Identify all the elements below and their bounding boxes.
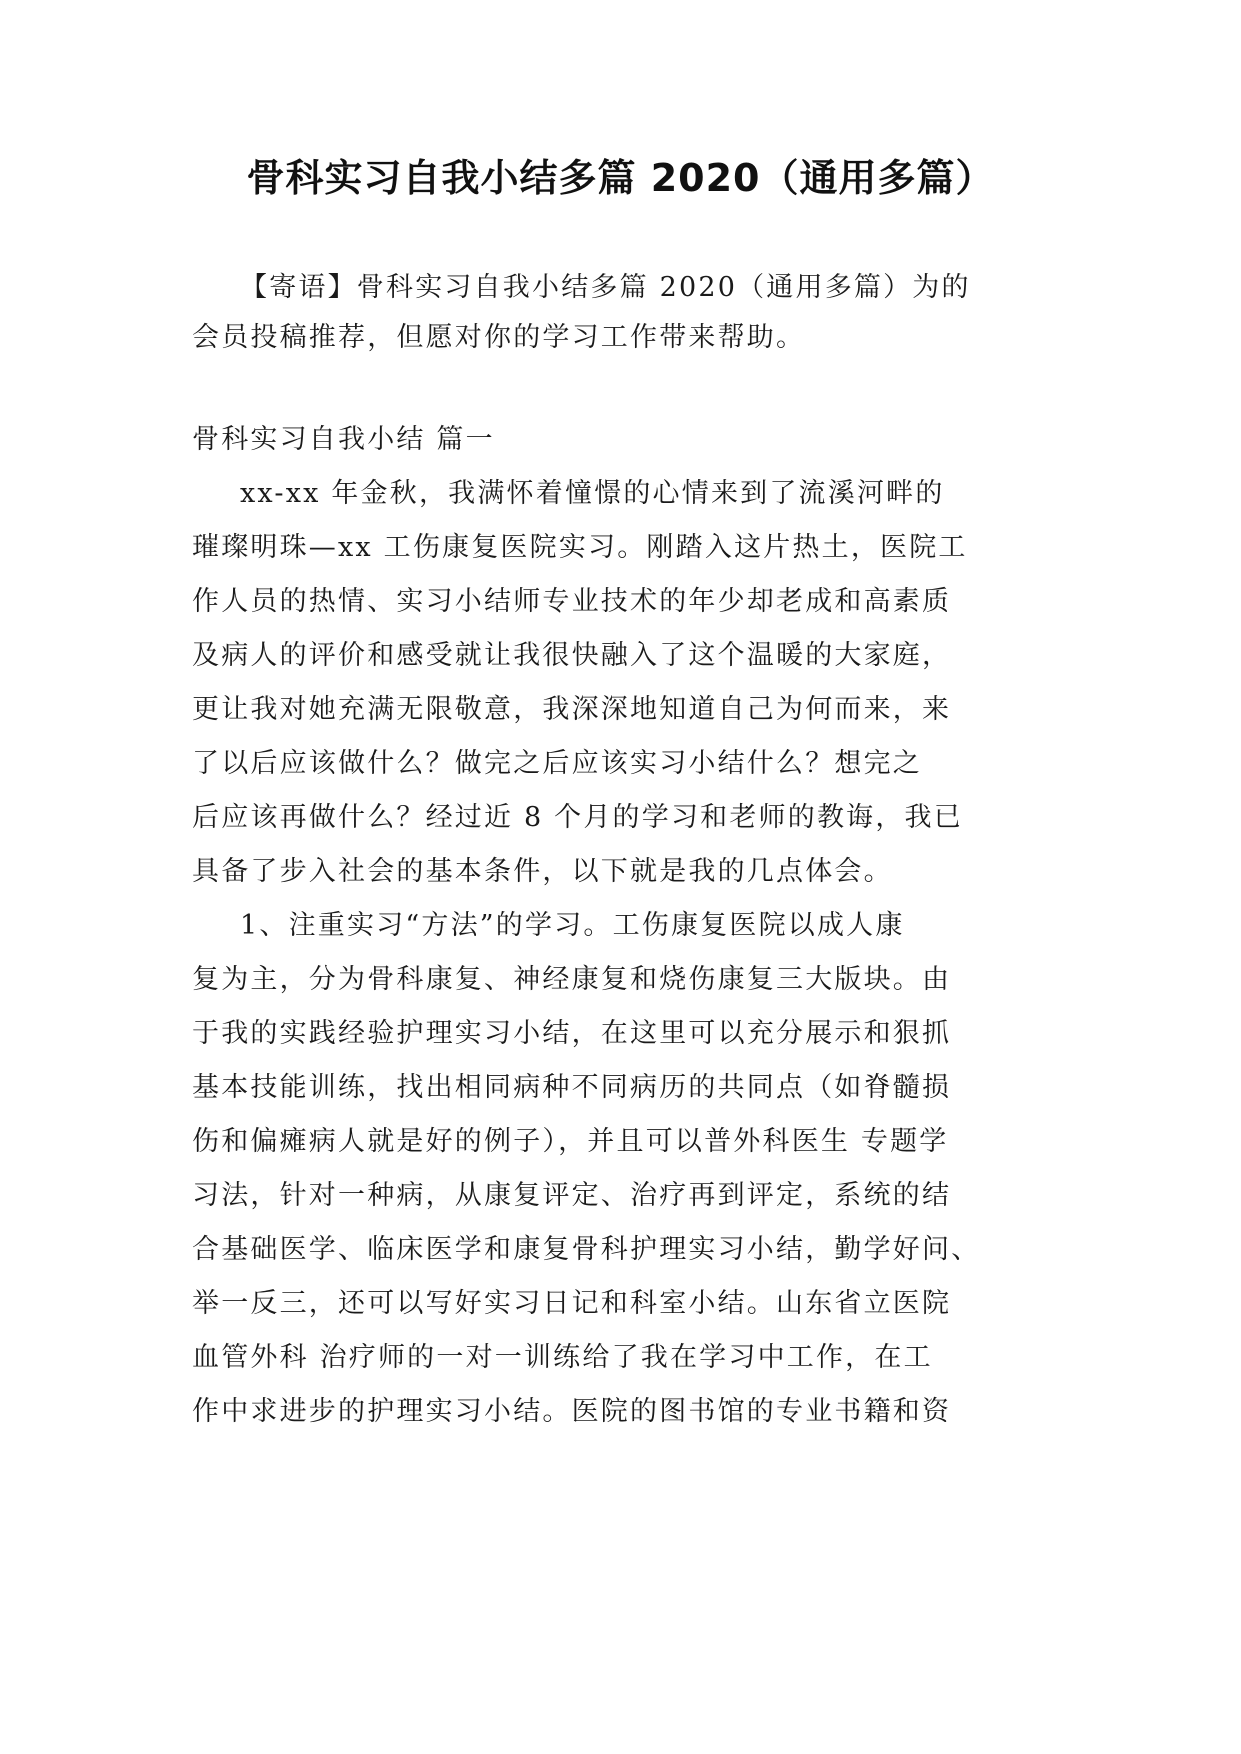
body-line-4: 及病人的评价和感受就让我很快融入了这个温暖的大家庭， [192, 640, 952, 671]
body-line-12: 基本技能训练，找出相同病种不同病历的共同点（如脊髓损 [192, 1072, 952, 1103]
body-line-16: 举一反三，还可以写好实习日记和科室小结。山东省立医院 [192, 1288, 952, 1319]
body-line-6: 了以后应该做什么？做完之后应该实习小结什么？想完之 [192, 748, 922, 779]
body-line-9: 1、注重实习“方法”的学习。工伤康复医院以成人康 [240, 910, 905, 941]
document-title: 骨科实习自我小结多篇 2020（通用多篇） [246, 156, 995, 200]
body-line-10: 复为主，分为骨科康复、神经康复和烧伤康复三大版块。由 [192, 964, 952, 995]
body-line-5: 更让我对她充满无限敬意，我深深地知道自己为何而来，来 [192, 694, 952, 725]
body-line-18: 作中求进步的护理实习小结。医院的图书馆的专业书籍和资 [192, 1396, 952, 1427]
body-line-11: 于我的实践经验护理实习小结，在这里可以充分展示和狠抓 [192, 1018, 952, 1049]
intro-line-2: 会员投稿推荐，但愿对你的学习工作带来帮助。 [192, 322, 806, 353]
body-line-3: 作人员的热情、实习小结师专业技术的年少却老成和高素质 [192, 586, 952, 617]
body-line-1: xx-xx 年金秋，我满怀着憧憬的心情来到了流溪河畔的 [240, 478, 945, 509]
body-line-8: 具备了步入社会的基本条件，以下就是我的几点体会。 [192, 856, 893, 887]
section-heading: 骨科实习自我小结 篇一 [192, 424, 495, 455]
body-line-14: 习法，针对一种病，从康复评定、治疗再到评定，系统的结 [192, 1180, 952, 1211]
body-line-15: 合基础医学、临床医学和康复骨科护理实习小结，勤学好问、 [192, 1234, 981, 1265]
body-line-7: 后应该再做什么？经过近 8 个月的学习和老师的教诲，我已 [192, 802, 963, 833]
intro-line-1: 【寄语】骨科实习自我小结多篇 2020（通用多篇）为的 [240, 272, 971, 303]
body-line-17: 血管外科 治疗师的一对一训练给了我在学习中工作，在工 [192, 1342, 933, 1373]
body-line-13: 伤和偏瘫病人就是好的例子），并且可以普外科医生 专题学 [192, 1126, 949, 1157]
body-line-2: 璀璨明珠—xx 工伤康复医院实习。刚踏入这片热土，医院工 [192, 532, 968, 563]
